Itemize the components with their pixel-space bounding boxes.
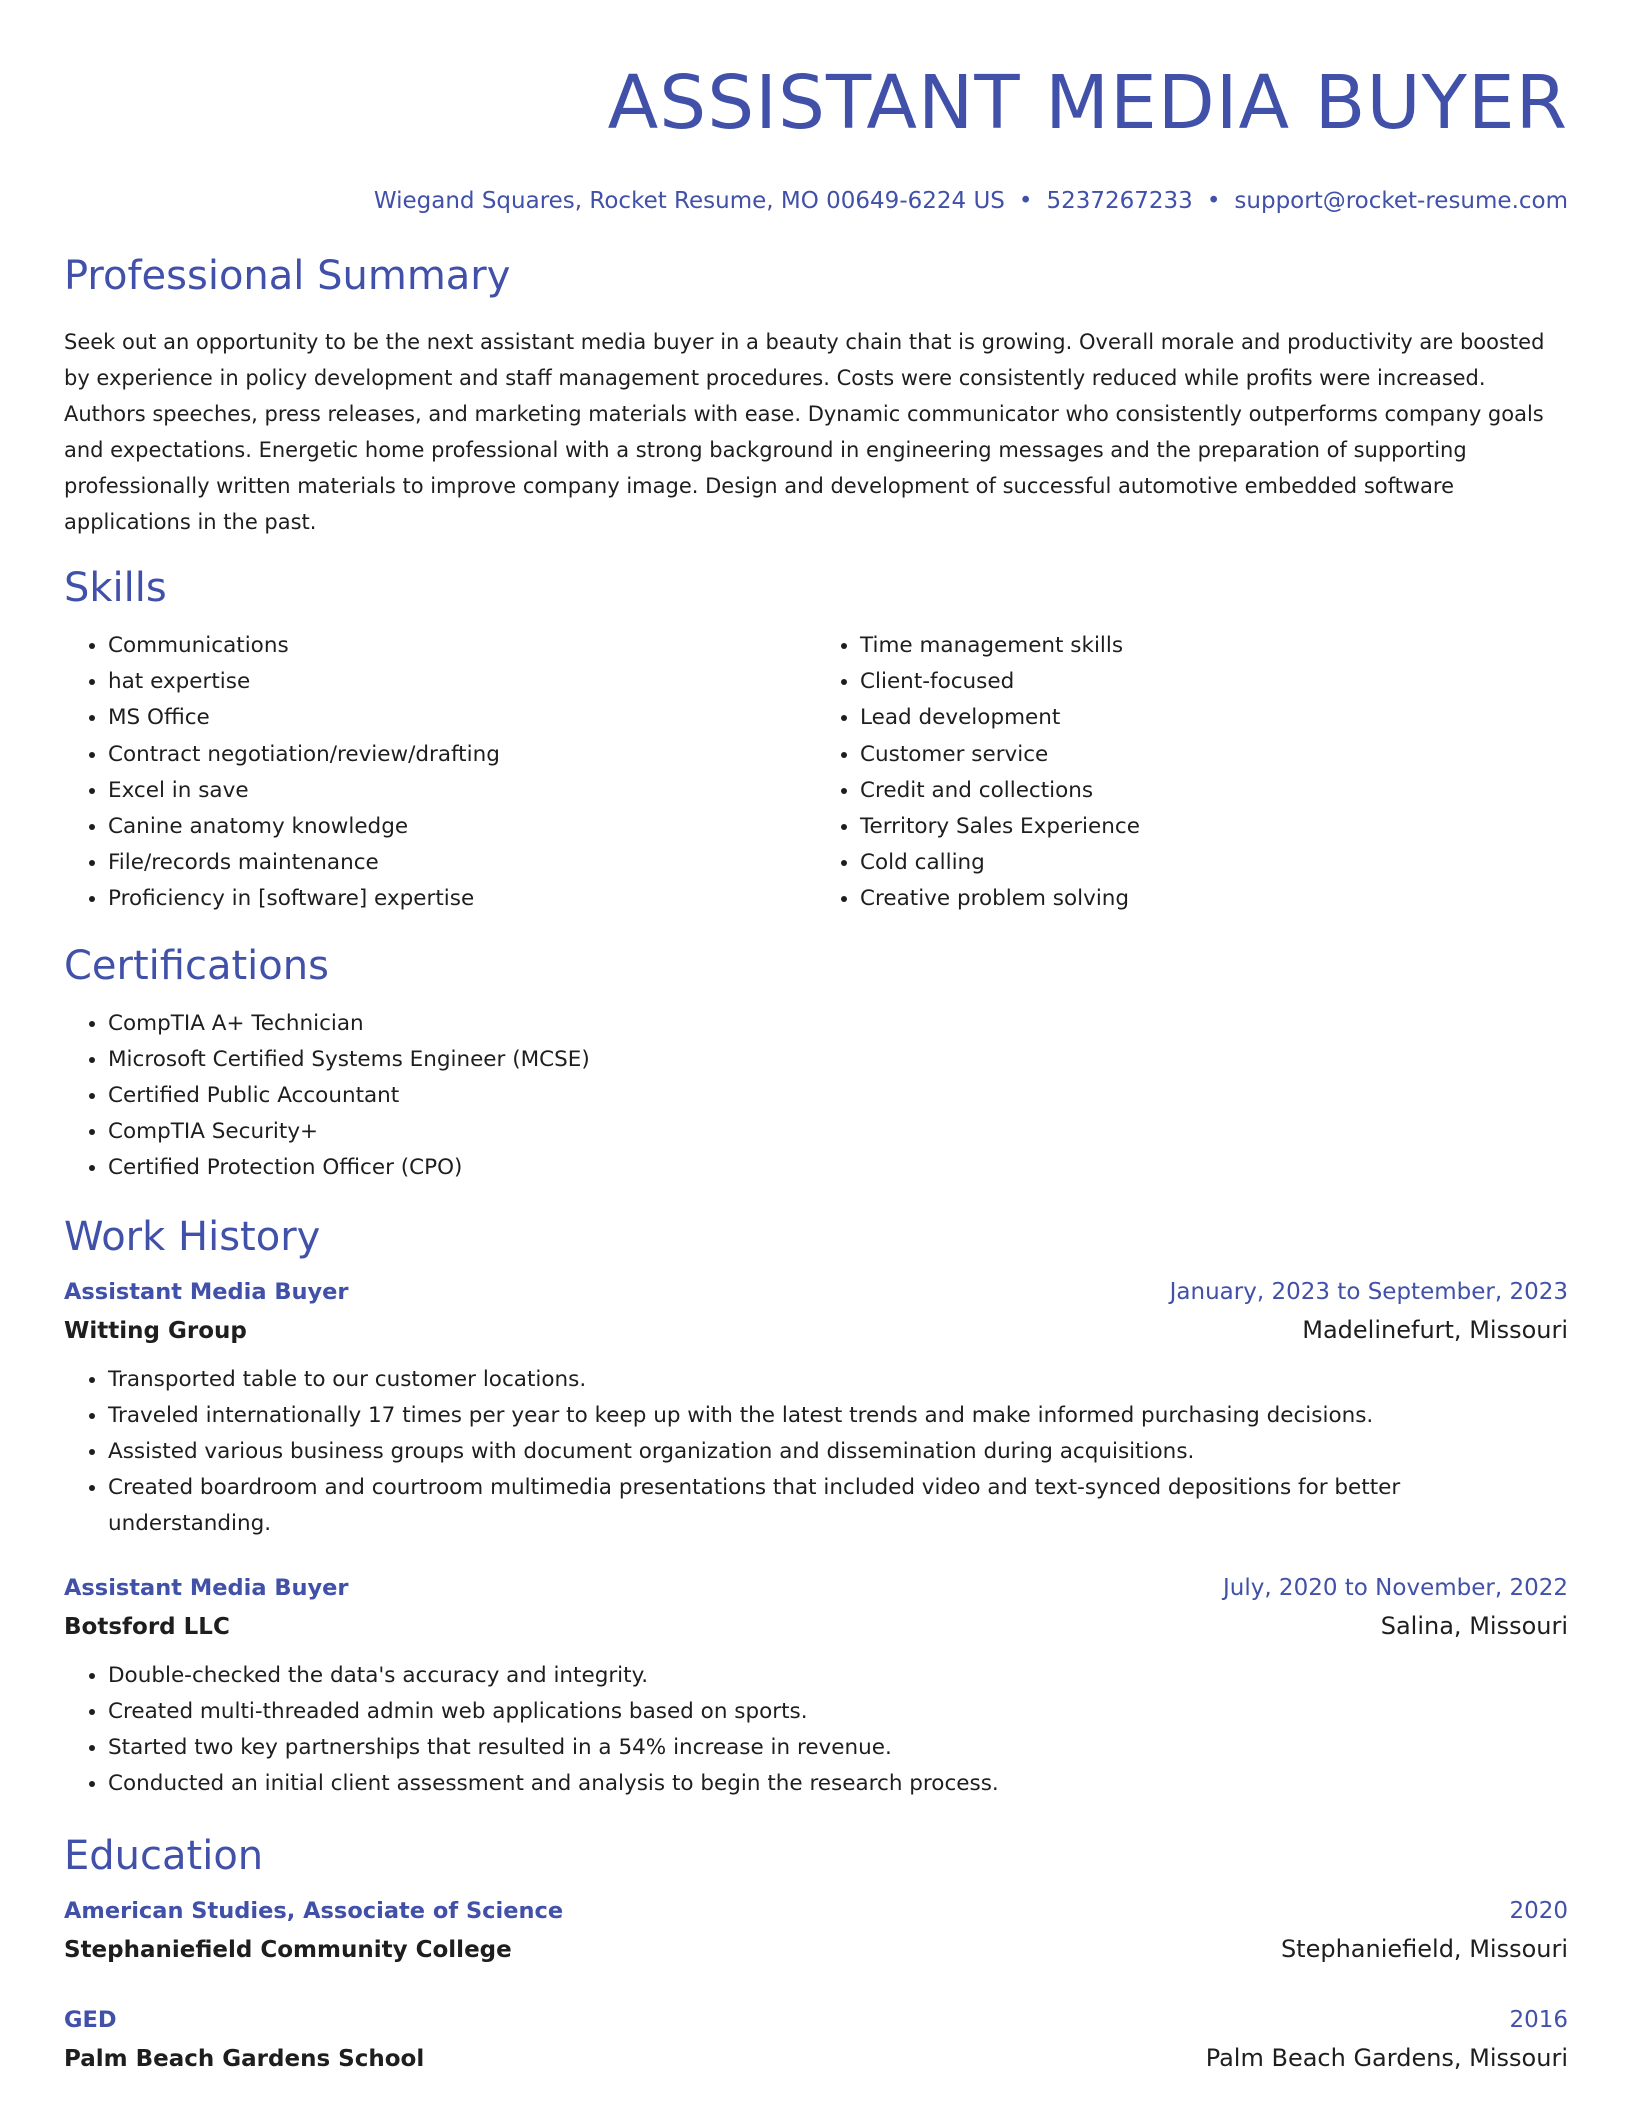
education-school: Stephaniefield Community College <box>64 1937 512 1964</box>
skills-columns <box>64 628 1568 918</box>
skill-item: • Credit and collections <box>860 773 1568 809</box>
job-entry <box>64 1273 1568 1543</box>
job-dates: January, 2023 to September, 2023 <box>1169 1278 1568 1305</box>
education-school: Palm Beach Gardens School <box>64 2046 425 2073</box>
job-bullet: • Traveled internationally 17 times per year to keep up with the latest trends and make informed purchasing decisions. <box>108 1398 1568 1434</box>
education-year: 2016 <box>1509 2007 1568 2034</box>
skill-item: • Time management skills <box>860 628 1568 664</box>
job-company: Witting Group <box>64 1317 247 1344</box>
education-entry <box>64 2001 1568 2078</box>
skill-item: • MS Office <box>108 700 816 736</box>
skill-item: • Client-focused <box>860 664 1568 700</box>
separator-dot: • <box>1018 188 1033 214</box>
education-degree: American Studies, Associate of Science <box>64 1898 564 1925</box>
contact-address: Wiegand Squares, Rocket Resume, MO 00649-6224 US <box>373 188 1005 214</box>
contact-email[interactable]: support@rocket-resume.com <box>1234 188 1568 214</box>
summary-heading: Professional Summary <box>64 253 511 299</box>
job-bullets <box>64 1362 1568 1543</box>
skill-item: • Proficiency in [software] expertise <box>108 881 816 917</box>
work-history-heading: Work History <box>64 1213 321 1260</box>
education-subheader <box>64 2039 1568 2078</box>
job-bullet: • Assisted various business groups with document organization and dissemination during acquisitions. <box>108 1434 1568 1470</box>
certifications-heading: Certifications <box>64 942 329 989</box>
education-degree: GED <box>64 2007 117 2034</box>
education-location: Stephaniefield, Missouri <box>1280 1935 1568 1964</box>
skill-item: • Customer service <box>860 737 1568 773</box>
summary-text: Seek out an opportunity to be the next assistant media buyer in a beauty chain that is growing. Overall morale and productivity are boosted by experience in policy development and staff management procedures. Costs were consistently reduced while profits were increased. Authors speeches, press releases, and marketing materials with ease. Dynamic communicator who consistently outperforms company goals and expectations. Energetic home professional with a strong background in engineering messages and the preparation of supporting professionally written materials to improve company image. Design and development of successful automotive embedded software applications in the past. <box>64 330 1545 534</box>
certification-item: • CompTIA Security+ <box>108 1114 1568 1150</box>
certification-item: • Certified Public Accountant <box>108 1078 1568 1114</box>
job-company: Botsford LLC <box>64 1613 230 1640</box>
skill-item: • Creative problem solving <box>860 881 1568 917</box>
skill-item: • Territory Sales Experience <box>860 809 1568 845</box>
job-location: Madelinefurt, Missouri <box>1302 1315 1568 1344</box>
job-header <box>64 1273 1568 1311</box>
job-location: Salina, Missouri <box>1380 1611 1568 1640</box>
job-title: Assistant Media Buyer <box>64 1574 349 1601</box>
education-location: Palm Beach Gardens, Missouri <box>1205 2044 1568 2073</box>
certification-item: • CompTIA A+ Technician <box>108 1006 1568 1042</box>
job-bullet: • Conducted an initial client assessment and analysis to begin the research process. <box>108 1766 1568 1802</box>
education-header <box>64 2001 1568 2039</box>
education-header <box>64 1892 1568 1930</box>
separator-dot: • <box>1206 188 1221 214</box>
skill-item: • Canine anatomy knowledge <box>108 809 816 845</box>
skills-list-left <box>64 628 816 918</box>
job-subheader <box>64 1607 1568 1646</box>
certification-item: • Microsoft Certified Systems Engineer (MCSE) <box>108 1042 1568 1078</box>
job-entry <box>64 1569 1568 1803</box>
skill-item: • Excel in save <box>108 773 816 809</box>
skill-item: • File/records maintenance <box>108 845 816 881</box>
education-subheader <box>64 1930 1568 1969</box>
job-bullet: • Transported table to our customer locations. <box>108 1362 1568 1398</box>
job-title: Assistant Media Buyer <box>64 1278 349 1305</box>
job-dates: July, 2020 to November, 2022 <box>1222 1574 1568 1601</box>
contact-phone: 5237267233 <box>1046 188 1193 214</box>
certifications-list <box>64 1006 1568 1187</box>
job-bullet: • Started two key partnerships that resulted in a 54% increase in revenue. <box>108 1730 1568 1766</box>
skills-list-right <box>816 628 1568 918</box>
education-entry <box>64 1892 1568 1969</box>
contact-line <box>64 186 1568 216</box>
skill-item: • Communications <box>108 628 816 664</box>
candidate-title: ASSISTANT MEDIA BUYER <box>607 60 1568 146</box>
job-header <box>64 1569 1568 1607</box>
skill-item: • Lead development <box>860 700 1568 736</box>
job-bullets <box>64 1658 1568 1803</box>
skill-item: • Cold calling <box>860 845 1568 881</box>
education-year: 2020 <box>1509 1898 1568 1925</box>
job-bullet: • Double-checked the data's accuracy and integrity. <box>108 1658 1568 1694</box>
skills-heading: Skills <box>64 565 167 611</box>
certification-item: • Certified Protection Officer (CPO) <box>108 1150 1568 1186</box>
job-bullet: • Created boardroom and courtroom multimedia presentations that included video and text-synced depositions for better understanding. <box>108 1470 1568 1542</box>
education-heading: Education <box>64 1833 264 1880</box>
skill-item: • Contract negotiation/review/drafting <box>108 737 816 773</box>
job-bullet: • Created multi-threaded admin web applications based on sports. <box>108 1694 1568 1730</box>
job-subheader <box>64 1311 1568 1350</box>
skill-item: • hat expertise <box>108 664 816 700</box>
